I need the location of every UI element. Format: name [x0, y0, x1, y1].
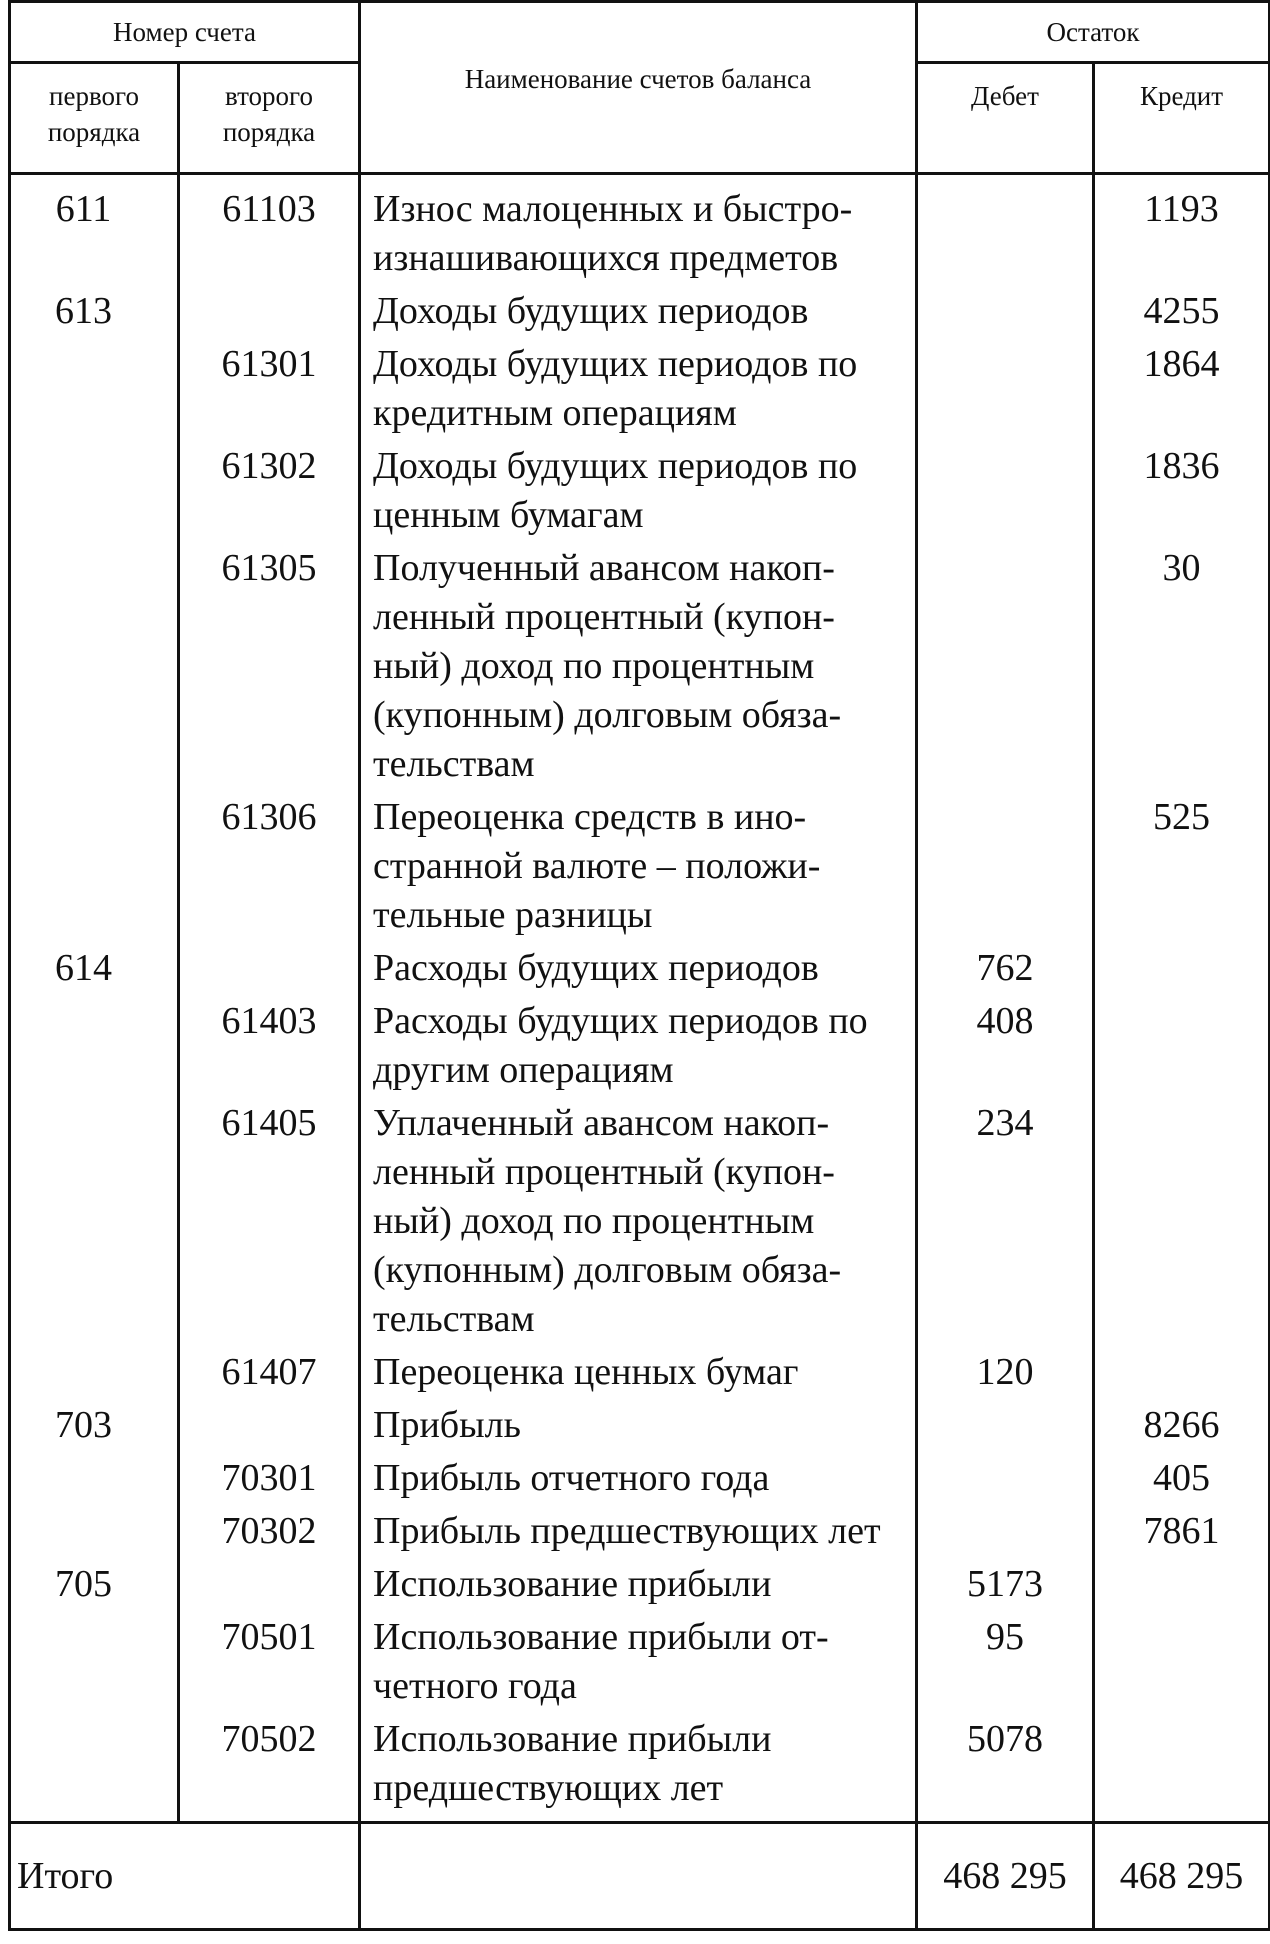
table-row [10, 174, 1270, 287]
debit-amount [917, 286, 1094, 339]
credit-amount: 4255 [1094, 286, 1270, 339]
account-name: Износ малоценных и быстро-изнашивающихся предметов [360, 174, 917, 287]
account-name-header: Наименование счетов баланса [360, 2, 917, 174]
second-order-code: 61103 [179, 174, 360, 287]
debit-amount: 5078 [917, 1714, 1094, 1823]
credit-amount [1094, 1098, 1270, 1347]
credit-amount: 1864 [1094, 339, 1270, 441]
account-name: Доходы будущих периодов по ценным бумагам [360, 441, 917, 543]
total-debit: 468 295 [917, 1823, 1094, 1930]
second-order-code: 70302 [179, 1506, 360, 1559]
credit-amount: 8266 [1094, 1400, 1270, 1453]
table-header [10, 2, 1270, 174]
debit-amount: 120 [917, 1347, 1094, 1400]
table-row [10, 441, 1270, 543]
debit-amount [917, 792, 1094, 943]
first-order-code [10, 1612, 179, 1714]
table-row [10, 1506, 1270, 1559]
table-row [10, 943, 1270, 996]
debit-amount [917, 1506, 1094, 1559]
debit-header: Дебет [917, 63, 1094, 174]
total-label: Итого [10, 1823, 360, 1930]
first-order-header: первого порядка [10, 63, 179, 174]
second-order-code: 61407 [179, 1347, 360, 1400]
table-row [10, 1400, 1270, 1453]
balance-header: Остаток [917, 2, 1270, 63]
second-order-code: 70301 [179, 1453, 360, 1506]
table-row [10, 543, 1270, 792]
first-order-code: 614 [10, 943, 179, 996]
second-order-code [179, 286, 360, 339]
second-order-code: 70502 [179, 1714, 360, 1823]
table-row [10, 792, 1270, 943]
first-order-code [10, 1347, 179, 1400]
second-order-code [179, 1559, 360, 1612]
table-row [10, 1612, 1270, 1714]
table-row [10, 1714, 1270, 1823]
account-name: Расходы будущих периодов [360, 943, 917, 996]
debit-amount [917, 543, 1094, 792]
first-order-code: 703 [10, 1400, 179, 1453]
first-order-code [10, 996, 179, 1098]
account-name: Прибыль предшествующих лет [360, 1506, 917, 1559]
credit-amount [1094, 996, 1270, 1098]
account-name: Доходы будущих периодов [360, 286, 917, 339]
second-order-code: 61301 [179, 339, 360, 441]
debit-amount [917, 174, 1094, 287]
credit-amount: 525 [1094, 792, 1270, 943]
credit-amount: 7861 [1094, 1506, 1270, 1559]
second-order-code: 70501 [179, 1612, 360, 1714]
debit-amount: 408 [917, 996, 1094, 1098]
table-body [10, 174, 1270, 1823]
first-order-code: 613 [10, 286, 179, 339]
credit-amount [1094, 1714, 1270, 1823]
account-name: Переоценка ценных бумаг [360, 1347, 917, 1400]
total-row [10, 1823, 1270, 1930]
table-row [10, 996, 1270, 1098]
table-footer [10, 1823, 1270, 1930]
account-name: Уплаченный авансом накоп-ленный процентный (купон-ный) доход по процентным (купонным) долговым обяза-тельствам [360, 1098, 917, 1347]
table-row [10, 1347, 1270, 1400]
credit-header: Кредит [1094, 63, 1270, 174]
credit-amount [1094, 1347, 1270, 1400]
account-name: Полученный авансом накоп-ленный процентный (купон-ный) доход по процентным (купонным) долговым обяза-тельствам [360, 543, 917, 792]
first-order-code [10, 441, 179, 543]
account-name: Доходы будущих периодов по кредитным операциям [360, 339, 917, 441]
first-order-code: 611 [10, 174, 179, 287]
second-order-code: 61302 [179, 441, 360, 543]
credit-amount: 30 [1094, 543, 1270, 792]
first-order-code [10, 792, 179, 943]
total-credit: 468 295 [1094, 1823, 1270, 1930]
first-order-code: 705 [10, 1559, 179, 1612]
total-name-cell [360, 1823, 917, 1930]
second-order-code: 61405 [179, 1098, 360, 1347]
account-number-header: Номер счета [10, 2, 360, 63]
debit-amount: 95 [917, 1612, 1094, 1714]
first-order-code [10, 1453, 179, 1506]
first-order-code [10, 1098, 179, 1347]
table-row [10, 1559, 1270, 1612]
debit-amount [917, 1400, 1094, 1453]
debit-amount: 762 [917, 943, 1094, 996]
account-name: Прибыль отчетного года [360, 1453, 917, 1506]
first-order-code [10, 1714, 179, 1823]
credit-amount: 405 [1094, 1453, 1270, 1506]
debit-amount: 234 [917, 1098, 1094, 1347]
second-order-code: 61403 [179, 996, 360, 1098]
second-order-header: второго порядка [179, 63, 360, 174]
account-name: Использование прибыли предшествующих лет [360, 1714, 917, 1823]
second-order-code: 61305 [179, 543, 360, 792]
table-row [10, 1098, 1270, 1347]
debit-amount [917, 339, 1094, 441]
account-name: Использование прибыли [360, 1559, 917, 1612]
table-row [10, 1453, 1270, 1506]
debit-amount [917, 1453, 1094, 1506]
debit-amount [917, 441, 1094, 543]
balance-table [8, 0, 1270, 1931]
first-order-code [10, 339, 179, 441]
credit-amount: 1836 [1094, 441, 1270, 543]
account-name: Переоценка средств в ино-странной валюте – положи-тельные разницы [360, 792, 917, 943]
credit-amount [1094, 943, 1270, 996]
table-row [10, 339, 1270, 441]
second-order-code [179, 1400, 360, 1453]
second-order-code: 61306 [179, 792, 360, 943]
account-name: Расходы будущих периодов по другим операциям [360, 996, 917, 1098]
debit-amount: 5173 [917, 1559, 1094, 1612]
first-order-code [10, 543, 179, 792]
account-name: Использование прибыли от-четного года [360, 1612, 917, 1714]
account-name: Прибыль [360, 1400, 917, 1453]
credit-amount [1094, 1559, 1270, 1612]
second-order-code [179, 943, 360, 996]
credit-amount: 1193 [1094, 174, 1270, 287]
table-row [10, 286, 1270, 339]
first-order-code [10, 1506, 179, 1559]
credit-amount [1094, 1612, 1270, 1714]
